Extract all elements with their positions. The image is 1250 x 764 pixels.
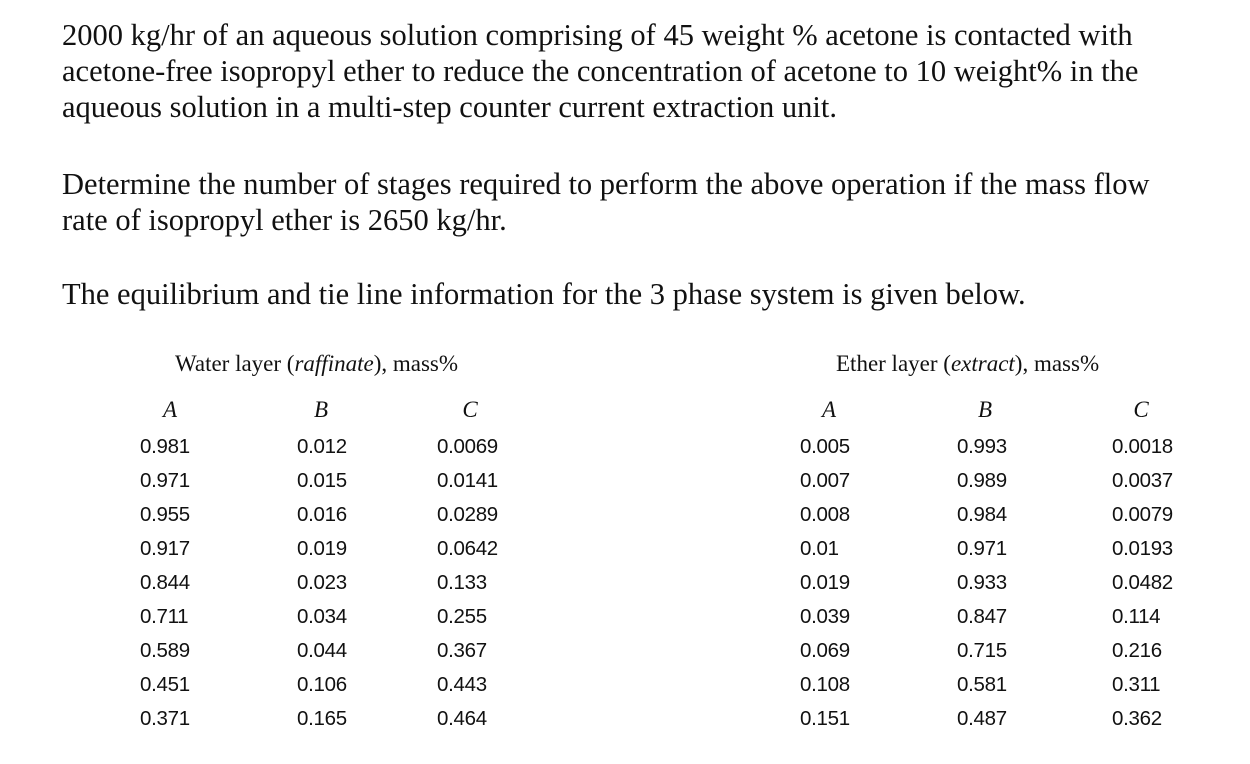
raffinate-table-cell: 0.0289 xyxy=(437,503,498,526)
raffinate-table-title xyxy=(175,350,458,378)
text-line: rate of isopropyl ether is 2650 kg/hr. xyxy=(62,203,507,237)
text-line: Determine the number of stages required to perform the above operation if the mass flow xyxy=(62,167,1150,201)
raffinate-table-cell: 0.044 xyxy=(297,639,347,662)
problem-paragraph-question xyxy=(62,166,1222,238)
extract-table-cell: 0.0193 xyxy=(1112,537,1173,560)
extract-table-cell: 0.715 xyxy=(957,639,1007,662)
text-line: 2000 kg/hr of an aqueous solution comprising of 45 weight % acetone is contacted with xyxy=(62,18,1133,52)
raffinate-table-cell: 0.917 xyxy=(140,537,190,560)
raffinate-column-header: B xyxy=(313,397,329,422)
extract-table-cell: 0.0018 xyxy=(1112,435,1173,458)
extract-column-header: A xyxy=(821,397,837,422)
extract-table-cell: 0.993 xyxy=(957,435,1007,458)
extract-table-cell: 0.971 xyxy=(957,537,1007,560)
extract-table-cell: 0.008 xyxy=(800,503,850,526)
raffinate-table-cell: 0.464 xyxy=(437,707,487,730)
extract-table-cell: 0.216 xyxy=(1112,639,1162,662)
extract-table-cell: 0.311 xyxy=(1112,673,1161,696)
raffinate-table-cell: 0.371 xyxy=(140,707,190,730)
raffinate-table-cell: 0.165 xyxy=(297,707,347,730)
extract-table-cell: 0.019 xyxy=(800,571,850,594)
text-line: The equilibrium and tie line information for the 3 phase system is given below. xyxy=(62,277,1026,311)
problem-paragraph-feed xyxy=(62,17,1222,125)
extract-table-cell: 0.487 xyxy=(957,707,1007,730)
extract-table-cell: 0.0079 xyxy=(1112,503,1173,526)
title-suffix: ), mass% xyxy=(373,351,459,376)
raffinate-table-cell: 0.971 xyxy=(140,469,190,492)
extract-table-cell: 0.114 xyxy=(1112,605,1161,628)
raffinate-table-cell: 0.0642 xyxy=(437,537,498,560)
extract-table-cell: 0.01 xyxy=(800,537,839,560)
raffinate-table-cell: 0.589 xyxy=(140,639,190,662)
raffinate-table-cell: 0.034 xyxy=(297,605,347,628)
extract-table-cell: 0.989 xyxy=(957,469,1007,492)
raffinate-table-cell: 0.016 xyxy=(297,503,347,526)
extract-table-cell: 0.0482 xyxy=(1112,571,1173,594)
extract-table-cell: 0.039 xyxy=(800,605,850,628)
text-line: acetone-free isopropyl ether to reduce the concentration of acetone to 10 weight% in the xyxy=(62,54,1139,88)
problem-paragraph-equilibrium-intro xyxy=(62,276,1222,312)
extract-table-cell: 0.069 xyxy=(800,639,850,662)
raffinate-column-header: A xyxy=(162,397,178,422)
raffinate-table-cell: 0.019 xyxy=(297,537,347,560)
raffinate-table-cell: 0.443 xyxy=(437,673,487,696)
raffinate-table-cell: 0.981 xyxy=(140,435,190,458)
raffinate-table-cell: 0.255 xyxy=(437,605,487,628)
raffinate-table-cell: 0.023 xyxy=(297,571,347,594)
extract-table-title xyxy=(836,350,1099,378)
extract-table-cell: 0.108 xyxy=(800,673,850,696)
extract-table-cell: 0.005 xyxy=(800,435,850,458)
title-suffix: ), mass% xyxy=(1014,351,1100,376)
raffinate-table-cell: 0.367 xyxy=(437,639,487,662)
raffinate-table-cell: 0.015 xyxy=(297,469,347,492)
raffinate-table-cell: 0.955 xyxy=(140,503,190,526)
extract-table-cell: 0.581 xyxy=(957,673,1007,696)
raffinate-table-cell: 0.133 xyxy=(437,571,487,594)
extract-table-cell: 0.984 xyxy=(957,503,1007,526)
raffinate-column-header: C xyxy=(462,397,478,422)
raffinate-table-cell: 0.711 xyxy=(140,605,189,628)
extract-table-cell: 0.0037 xyxy=(1112,469,1173,492)
extract-table-cell: 0.847 xyxy=(957,605,1007,628)
title-italic: extract xyxy=(950,351,1015,376)
raffinate-table-cell: 0.012 xyxy=(297,435,347,458)
extract-table-cell: 0.151 xyxy=(800,707,850,730)
raffinate-table-cell: 0.844 xyxy=(140,571,190,594)
title-italic: raffinate xyxy=(294,351,374,376)
extract-column-header: B xyxy=(977,397,993,422)
raffinate-table-cell: 0.451 xyxy=(140,673,190,696)
extract-table-cell: 0.362 xyxy=(1112,707,1162,730)
extract-column-header: C xyxy=(1133,397,1149,422)
raffinate-table-cell: 0.0069 xyxy=(437,435,498,458)
title-prefix: Water layer ( xyxy=(175,351,295,376)
title-prefix: Ether layer ( xyxy=(836,351,951,376)
extract-table-cell: 0.933 xyxy=(957,571,1007,594)
raffinate-table-cell: 0.0141 xyxy=(437,469,498,492)
raffinate-table-cell: 0.106 xyxy=(297,673,347,696)
extract-table-cell: 0.007 xyxy=(800,469,850,492)
text-line: aqueous solution in a multi-step counter current extraction unit. xyxy=(62,90,838,124)
